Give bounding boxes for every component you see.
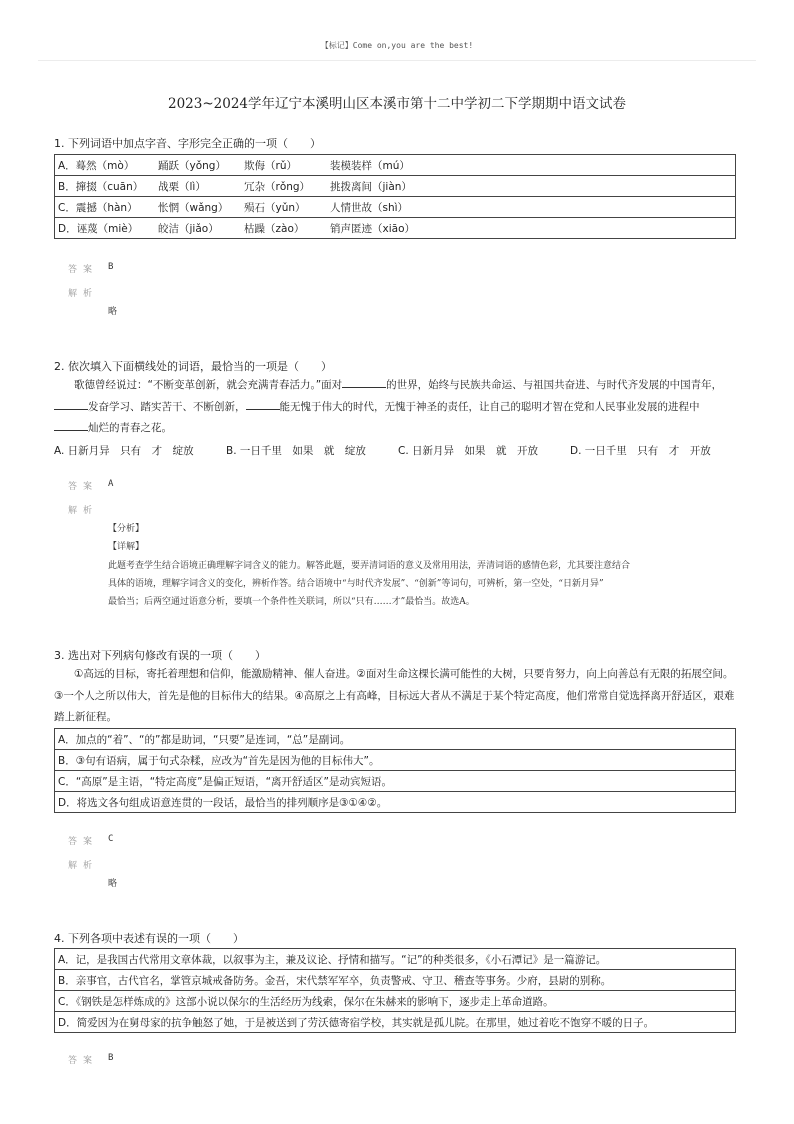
q2-analysis-line-2: 具体的语境，理解字词含义的变化，辨析作答。结合语境中“与时代齐发展”、“创新”等词句，可辨析，第一空处，“日新月异” [108, 579, 604, 589]
q2-passage [54, 375, 740, 440]
q4-stem: 4. 下列各项中表述有误的一项（ ） [54, 932, 244, 945]
q4-option-b-text: B．亲事官，古代官名，掌管京城戒备防务。金吾，宋代禁军军卒，负责警戒、守卫、稽查等事务。少府，县尉的别称。 [55, 970, 736, 991]
q1-a-w1: A．蓦然（mò） [58, 159, 135, 172]
q4-option-d[interactable] [55, 1012, 736, 1033]
q1-d-w2: 皎洁（jiǎo） [158, 222, 219, 235]
q4-option-a[interactable] [55, 949, 736, 970]
q3-option-c-text: C．“高原”是主语，“特定高度”是偏正短语，“离开舒适区”是动宾短语。 [55, 771, 736, 792]
q2-blank-2[interactable] [54, 399, 88, 410]
q3-option-b[interactable] [55, 750, 736, 771]
q2-analysis-head-1: 【分析】 [108, 524, 145, 534]
q2-blank-1[interactable] [342, 377, 386, 388]
q3-analysis-label: 解析 [68, 861, 99, 871]
q2-blank-3[interactable] [246, 399, 280, 410]
q1-c-w2: 怅惘（wǎng） [158, 201, 229, 214]
q1-b-w1: B．撺掇（cuān） [58, 180, 144, 193]
q4-option-b[interactable] [55, 970, 736, 991]
q3-stem: 3. 选出对下列病句修改有误的一项（ ） [54, 649, 266, 662]
q2-option-d[interactable]: D. 一日千里 只有 才 开放 [570, 445, 711, 457]
q3-option-a[interactable] [55, 729, 736, 750]
q2-answer: A [108, 479, 114, 489]
q3-passage-line-3: 踏上新征程。 [54, 711, 117, 723]
q2-blank-4[interactable] [54, 420, 88, 431]
q2-stem: 2. 依次填入下面横线处的词语，最恰当的一项是（ ） [54, 360, 332, 373]
q1-option-b[interactable] [55, 176, 736, 197]
q3-options-table [54, 728, 736, 813]
q1-analysis-label: 解析 [68, 289, 99, 299]
q4-option-d-text: D．简爱因为在舅母家的抗争触怒了她，于是被送到了劳沃德寄宿学校，其实就是孤儿院。在那里，她过着吃不饱穿不暖的日子。 [55, 1012, 736, 1033]
q2-analysis-head-2: 【详解】 [108, 542, 145, 552]
q4-options-table [54, 948, 736, 1033]
q1-d-w1: D．诬蔑（miè） [58, 222, 139, 235]
q1-c-w3: 殒石（yǔn） [244, 201, 306, 214]
q3-option-d-text: D．将选文各句组成语意连贯的一段话，最恰当的排列顺序是③①④②。 [55, 792, 736, 813]
q2-option-c[interactable]: C. 日新月异 如果 就 开放 [398, 445, 539, 457]
q1-analysis: 略 [108, 307, 118, 317]
q1-option-c[interactable] [55, 197, 736, 218]
q1-d-w4: 销声匿迹（xiāo） [330, 222, 415, 235]
q2-options [54, 443, 711, 458]
header-divider [38, 60, 756, 61]
q1-b-w2: 战栗（lì） [158, 180, 206, 193]
q2-line1b: 的世界，始终与民族共命运、与祖国共奋进、与时代齐发展的中国青年， [386, 379, 723, 391]
q2-line2b: 能无愧于伟大的时代，无愧于神圣的责任，让自己的聪明才智在党和人民事业发展的进程中 [279, 400, 700, 413]
q3-option-b-text: B．③句有语病，属于句式杂糅，应改为“首先是因为他的目标伟大”。 [55, 750, 736, 771]
q1-c-w1: C．震撼（hàn） [58, 201, 138, 214]
q1-answer: B [108, 262, 114, 272]
q1-answer-label: 答案 [68, 265, 99, 275]
q2-line1a: 歌德曾经说过：“不断变革创新，就会充满青春活力。”面对 [74, 379, 343, 391]
q2-line2a: 发奋学习、踏实苦干、不断创新， [88, 400, 246, 413]
q2-line3: 灿烂的青春之花。 [88, 422, 172, 434]
q1-option-a[interactable] [55, 155, 736, 176]
q3-option-a-text: A．加点的“着”、“的”都是助词，“只要”是连词，“总”是副词。 [55, 729, 736, 750]
q4-option-a-text: A．记，是我国古代常用文章体裁，以叙事为主，兼及议论、抒情和描写。“记”的种类很多，《小石潭记》是一篇游记。 [55, 949, 736, 970]
q4-option-c[interactable] [55, 991, 736, 1012]
q1-options-table [54, 154, 736, 239]
q3-passage-line-1: ①高远的目标，寄托着理想和信仰，能激励精神、催人奋进。②面对生命这棵长满可能性的大树，只要肯努力，向上向善总有无限的拓展空间。 [74, 668, 734, 680]
q1-b-w4: 挑拨离间（jiàn） [330, 180, 412, 193]
q3-passage [54, 664, 740, 729]
q2-analysis-line-1: 此题考查学生结合语境正确理解字词含义的能力。解答此题，要弄清词语的意义及常用用法，弄清词语的感情色彩，尤其要注意结合 [108, 561, 631, 571]
q1-a-w3: 欺侮（rǔ） [244, 159, 297, 172]
q1-d-w3: 枯躁（zào） [244, 222, 305, 235]
q3-passage-line-2: ③一个人之所以伟大，首先是他的目标伟大的结果。④高原之上有高峰，目标远大者从不满足于某个特定高度，他们常常自觉选择离开舒适区，艰难 [54, 689, 735, 702]
q3-answer-label: 答案 [68, 837, 99, 847]
q2-answer-label: 答案 [68, 482, 99, 492]
q3-answer: C [108, 834, 114, 844]
q2-option-b[interactable]: B. 一日千里 如果 就 绽放 [226, 445, 366, 457]
q3-analysis: 略 [108, 879, 118, 889]
q1-c-w4: 人情世故（shì） [330, 201, 409, 214]
q2-analysis-line-3: 最恰当；后两空通过语意分析，要填一个条件性关联词，所以“只有……才”最恰当。故选A。 [108, 597, 475, 607]
q2-analysis-label: 解析 [68, 506, 99, 516]
q1-stem: 1. 下列词语中加点字音、字形完全正确的一项（ ） [54, 137, 321, 150]
q1-a-w4: 装模装样（mú） [330, 159, 410, 172]
q3-option-d[interactable] [55, 792, 736, 813]
header-note: 【标记】Come on,you are the best! [320, 41, 474, 50]
q4-answer: B [108, 1053, 114, 1063]
q2-option-a[interactable]: A. 日新月异 只有 才 绽放 [54, 445, 194, 457]
q1-option-d[interactable] [55, 218, 736, 239]
q3-option-c[interactable] [55, 771, 736, 792]
page-title: 2023~2024学年辽宁本溪明山区本溪市第十二中学初二下学期期中语文试卷 [167, 96, 627, 112]
q1-b-w3: 冗杂（rǒng） [244, 180, 311, 193]
q1-a-w2: 踊跃（yǒng） [158, 159, 226, 172]
q4-option-c-text: C．《钢铁是怎样炼成的》这部小说以保尔的生活经历为线索，保尔在朱赫来的影响下，逐步走上革命道路。 [55, 991, 736, 1012]
q4-answer-label: 答案 [68, 1056, 99, 1066]
